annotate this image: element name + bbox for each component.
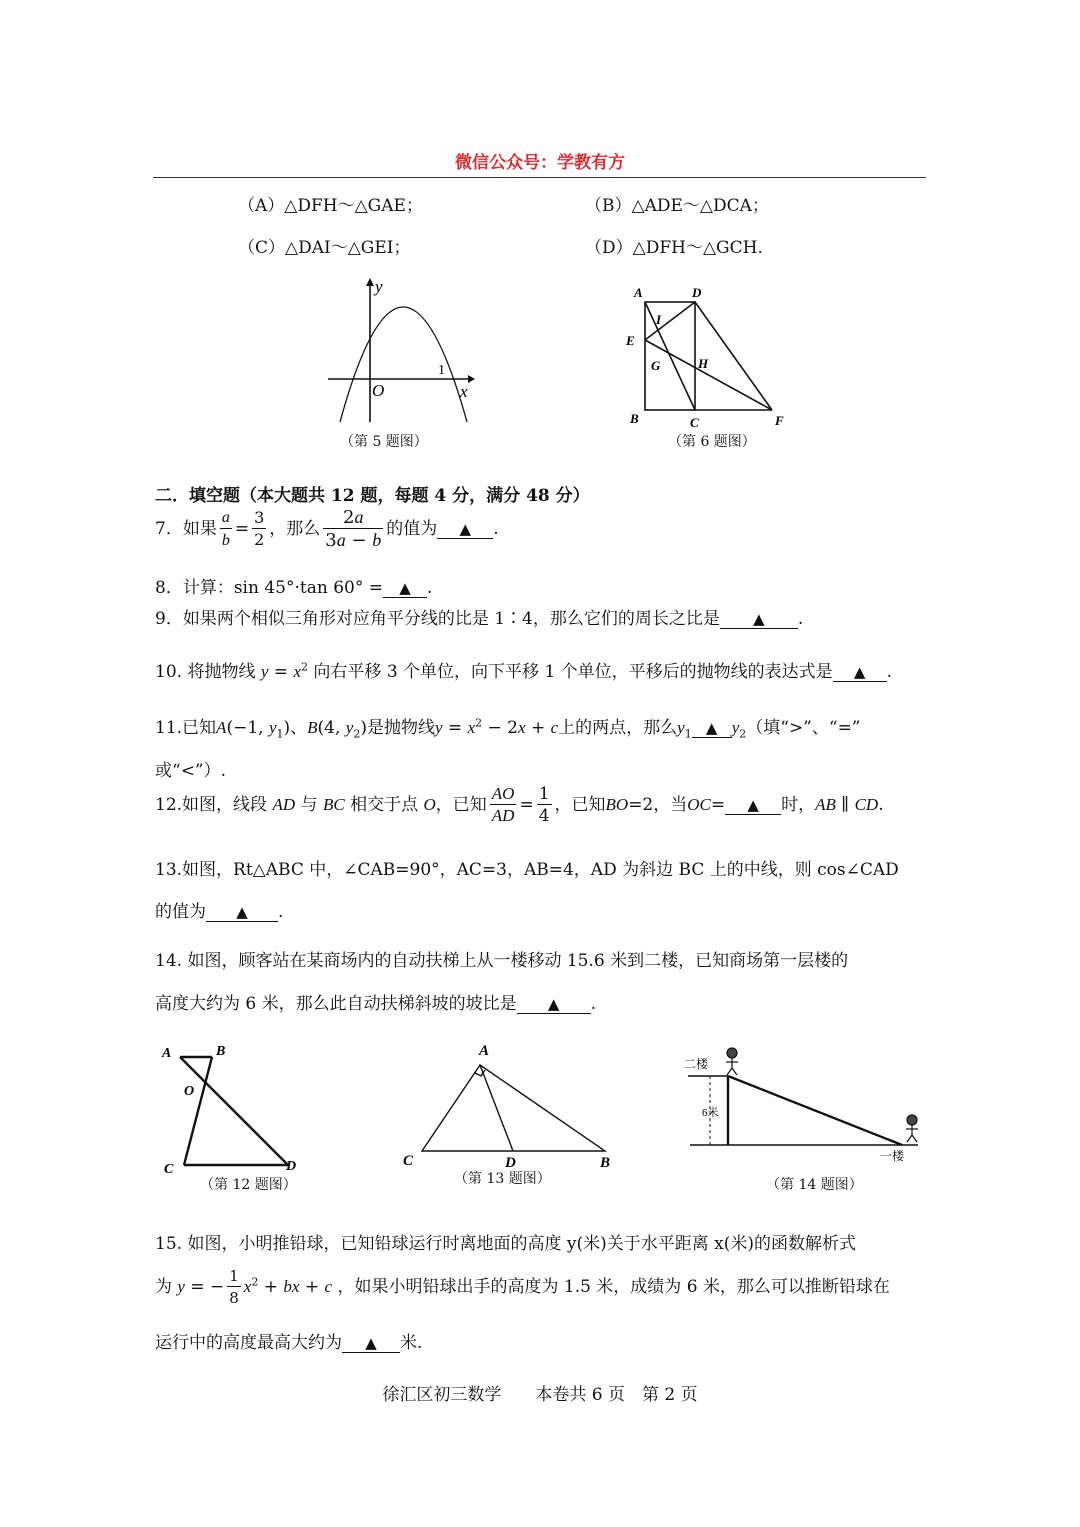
fig5-label-o: O	[372, 381, 385, 400]
fig13-caption: （第 13 题图）	[454, 1171, 551, 1187]
question-14-line2: 高度大约为 6 米，那么此自动扶梯斜坡的坡比是 ▲ .	[155, 994, 597, 1014]
person-top-icon	[726, 1048, 738, 1075]
fig6-label-b: B	[630, 411, 639, 426]
header-rule	[153, 177, 926, 178]
fig12-label-a: A	[162, 1046, 172, 1061]
figure-12-geometry	[150, 1035, 320, 1175]
fig5-label-one: 1	[438, 363, 445, 378]
fig14-floor1-label: 一楼	[880, 1149, 905, 1163]
fig12-label-d: D	[286, 1159, 297, 1174]
q15-answer-blank: ▲	[342, 1334, 400, 1353]
fig6-caption: （第 6 题图）	[668, 434, 756, 450]
q8-answer-blank: ▲	[383, 579, 427, 598]
section-2-title: 二．填空题（本大题共 12 题，每题 4 分，满分 48 分）	[155, 486, 590, 506]
q10-answer-blank: ▲	[833, 663, 887, 682]
fig12-caption: （第 12 题图）	[200, 1177, 297, 1193]
q13-answer-blank: ▲	[206, 903, 278, 922]
figure-5-parabola	[320, 272, 480, 432]
fig14-caption: （第 14 题图）	[766, 1177, 863, 1193]
fig5-label-y: y	[375, 277, 383, 296]
question-14: 14. 如图，顾客站在某商场内的自动扶梯上从一楼移动 15.6 米到二楼，已知商场第一层楼的	[155, 951, 849, 971]
q9-answer-blank: ▲	[720, 610, 798, 629]
question-7: 7．如果 $\frac{a}{b}$ = $\frac{3}{2}$ ，那么 $\frac{2a}{3a - b}$ 的值为 ▲ .	[155, 507, 499, 551]
question-11: 11.已知A(−1, $y_1$)、B(4, $y_2$)是抛物线$y = x^2 - 2x + c$上的两点，那么$y_1$ ▲ $y_2$（填“>”、“=”	[155, 716, 861, 741]
figure-6-geometry	[620, 280, 790, 430]
option-c: （C）△DAI～△GEI；	[238, 238, 411, 258]
wechat-header: 微信公众号：学教有方	[455, 153, 625, 173]
q14-answer-blank: ▲	[517, 995, 591, 1014]
q7-answer-blank: ▲	[437, 520, 493, 539]
fig14-floor2-label: 二楼	[684, 1057, 709, 1071]
question-9: 9．如果两个相似三角形对应角平分线的比是 1∶4，那么它们的周长之比是 ▲ .	[155, 609, 804, 629]
question-15-line2: 为 y = − $\frac{1}{8}$ $x^2$ + bx + c ，如果小明铅球出手的高度为 1.5 米，成绩为 6 米，那么可以推断铅球在	[155, 1267, 890, 1307]
fig6-label-g: G	[651, 358, 661, 373]
question-8: 8．计算：sin 45°·tan 60° = ▲ .	[155, 578, 433, 598]
option-b: （B）△ADE～△DCA；	[585, 196, 769, 216]
fig12-label-o: O	[184, 1084, 195, 1099]
fig13-label-d: D	[505, 1155, 516, 1171]
q12-answer-blank: ▲	[725, 796, 781, 815]
fig12-label-c: C	[164, 1162, 174, 1175]
question-15-line3: 运行中的高度最高大约为 ▲ 米.	[155, 1333, 423, 1353]
fig6-label-c: C	[690, 415, 699, 430]
figure-14-escalator	[680, 1040, 925, 1170]
fig6-label-f: F	[775, 413, 784, 428]
fig6-label-e: E	[626, 333, 635, 348]
fig6-label-i: I	[656, 312, 662, 327]
fig12-label-b: B	[216, 1044, 226, 1059]
question-13-line2: 的值为 ▲ .	[155, 902, 284, 922]
page-footer: 徐汇区初三数学 本卷共 6 页 第 2 页	[382, 1385, 698, 1405]
option-a: （A）△DFH～△GAE；	[238, 196, 423, 216]
fig13-label-a: A	[479, 1043, 490, 1059]
fig13-label-b: B	[600, 1155, 611, 1171]
fig6-label-d: D	[692, 285, 702, 300]
fig5-caption: （第 5 题图）	[340, 434, 428, 450]
fig6-label-a: A	[634, 285, 643, 300]
option-d: （D）△DFH～△GCH.	[585, 238, 763, 258]
question-11-line2: 或“<”）.	[155, 761, 227, 781]
fig14-height-label: 6米	[702, 1107, 719, 1119]
figure-13-triangle	[395, 1035, 625, 1175]
question-12: 12.如图，线段 AD 与 BC 相交于点 O，已知 $\frac{AO}{AD}$ = $\frac{1}{4}$ ，已知BO=2，当OC= ▲ 时，AB ∥ CD.	[155, 784, 884, 826]
q11-answer-blank: ▲	[692, 719, 732, 738]
question-13: 13.如图，Rt△ABC 中，∠CAB=90°，AC=3，AB=4，AD 为斜边 BC 上的中线，则 cos∠CAD	[155, 860, 899, 880]
person-bottom-icon	[906, 1115, 918, 1142]
question-15: 15. 如图，小明推铅球，已知铅球运行时离地面的高度 y(米)关于水平距离 x(米)的函数解析式	[155, 1234, 856, 1254]
question-10: 10. 将抛物线 $y = x^2$ 向右平移 3 个单位，向下平移 1 个单位，平移后的抛物线的表达式是 ▲ .	[155, 660, 893, 682]
fig6-label-h: H	[698, 356, 709, 371]
fig5-label-x: x	[460, 382, 468, 401]
fig13-label-c: C	[403, 1153, 414, 1169]
